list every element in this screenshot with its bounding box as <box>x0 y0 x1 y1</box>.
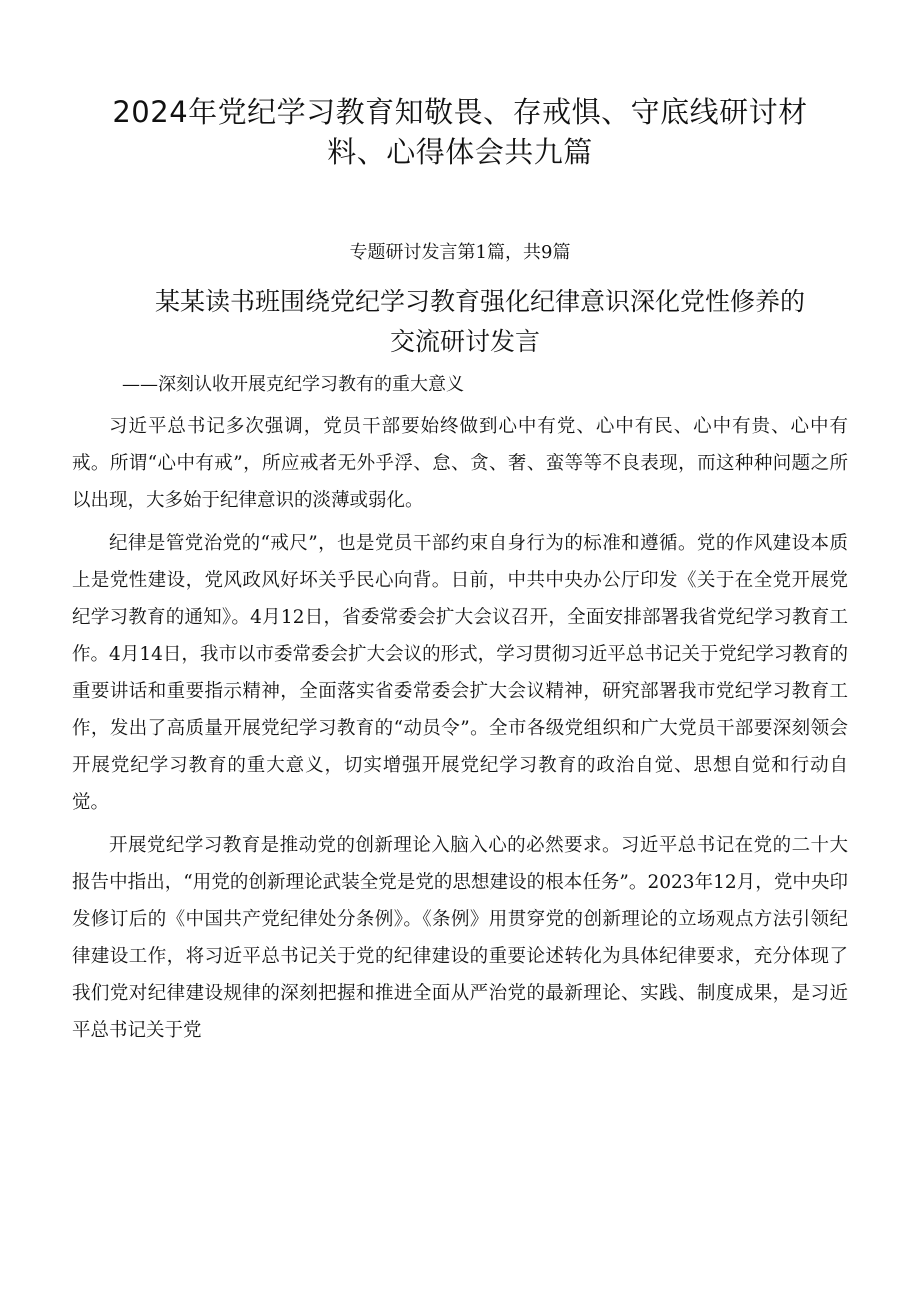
section-label: 专题研讨发言第1篇，共9篇 <box>349 242 571 263</box>
speech-title-line-1: 某某读书班围绕党纪学习教育强化纪律意识深化党性修养的 <box>154 287 805 316</box>
speech-title-line-2: 交流研讨发言 <box>389 327 540 356</box>
paragraph-3: 开展党纪学习教育是推动党的创新理论入脑入心的必然要求。习近平总书记在党的二十大报告中指出，“用党的创新理论武装全党是党的思想建设的根本任务”。2023年12月，党中央印发修订后的《中国共产党纪律处分条例》。《条例》用贯穿党的创新理论的立场观点方法引领纪律建设工作，将习近平总书记关于党的纪律建设的重要论述转化为具体纪律要求，充分体现了我们党对纪律建设规律的深刻把握和推进全面从严治党的最新理论、实践、制度成果，是习近平总书记关于党 <box>72 835 848 1041</box>
body-text <box>72 408 848 1049</box>
speech-title <box>72 282 848 362</box>
speech-subtitle: ——深刻认收开展克纪学习教有的重大意义 <box>122 374 464 395</box>
paragraph-1: 习近平总书记多次强调，党员干部要始终做到心中有党、心中有民、心中有贵、心中有戒。所谓“心中有戒”，所应戒者无外乎浮、怠、贪、奢、蛮等等不良表现，而这种种问题之所以出现，大多始于纪律意识的淡薄或弱化。 <box>72 416 848 511</box>
paragraph-2: 纪律是管党治党的“戒尺”，也是党员干部约束自身行为的标准和遵循。党的作风建设本质上是党性建设，党风政风好坏关乎民心向背。日前，中共中央办公厅印发《关于在全党开展党纪学习教育的通知》。4月12日，省委常委会扩大会议召开，全面安排部署我省党纪学习教育工作。4月14日，我市以市委常委会扩大会议的形式，学习贯彻习近平总书记关于党纪学习教育的重要讲话和重要指示精神，全面落实省委常委会扩大会议精神，研究部署我市党纪学习教育工作，发出了高质量开展党纪学习教育的“动员令”。全市各级党组织和广大党员干部要深刻领会开展党纪学习教育的重大意义，切实增强开展党纪学习教育的政治自觉、思想自觉和行动自觉。 <box>72 533 848 813</box>
document-title-line-1: 2024年党纪学习教育知敬畏、存戒惧、守底线研讨材 <box>112 95 808 129</box>
document-title <box>72 92 848 172</box>
document-title-line-2: 料、心得体会共九篇 <box>327 135 593 169</box>
